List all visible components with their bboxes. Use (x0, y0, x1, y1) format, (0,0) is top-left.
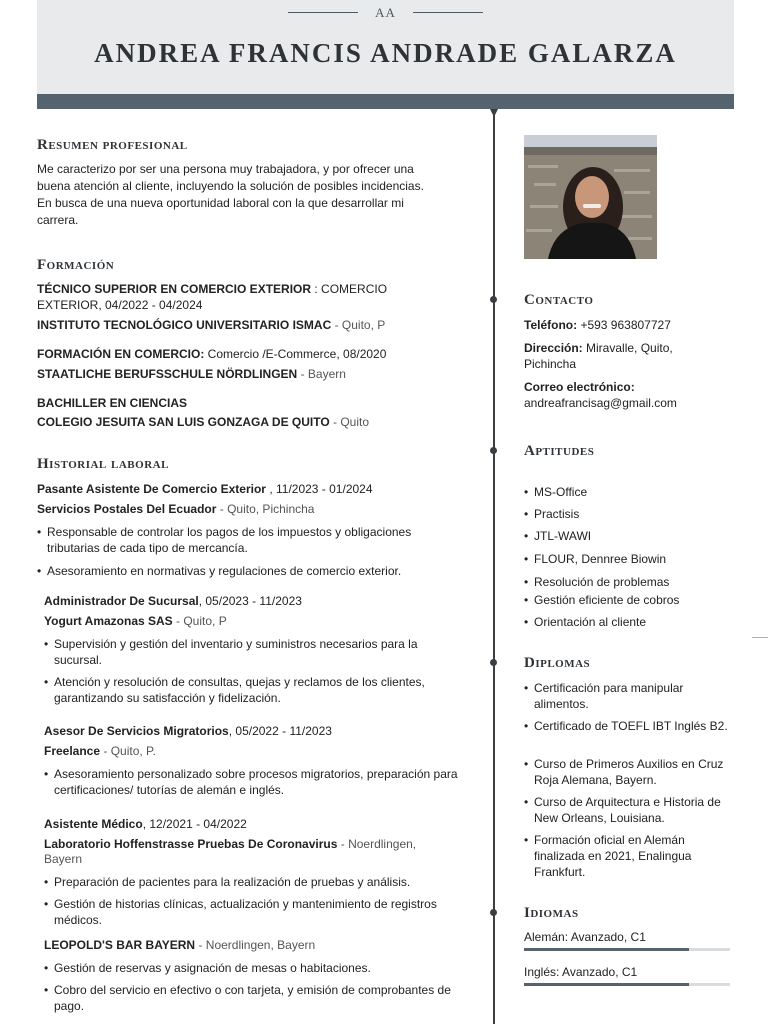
divider-dot (490, 659, 497, 666)
contact-phone-label: Teléfono: (524, 318, 578, 332)
company-name: Laboratorio Hoffenstrasse Pruebas De Coronavirus (44, 837, 338, 851)
contact-phone-value: +593 963807727 (577, 318, 671, 332)
school-location: - Quito (329, 415, 370, 429)
candidate-name: ANDREA FRANCIS ANDRADE GALARZA (94, 38, 677, 68)
company-name: Yogurt Amazonas SAS (44, 614, 173, 628)
company-name: Servicios Postales Del Ecuador (37, 502, 217, 516)
skill-item: • Resolución de problemas (524, 574, 669, 590)
language-level: Avanzado, C1 (568, 930, 646, 944)
language-name: Inglés: (524, 965, 560, 979)
summary-line: En busca de una nueva oportunidad laboral con la que desarrollar mi (37, 196, 404, 210)
diploma-item: • Certificación para manipular alimentos. (524, 680, 714, 712)
header-rule-right (413, 12, 483, 13)
company-location: - Noerdlingen, (337, 837, 417, 851)
skill-item: • Gestión eficiente de cobros (524, 592, 679, 608)
job-dates: , 11/2023 - 01/2024 (265, 482, 373, 496)
diploma-item: • Formación oficial en Alemán finalizada en 2021, Enalingua Frankfurt. (524, 832, 714, 880)
header-accent-bar (37, 94, 734, 109)
job-bullet: • Gestión de reservas y asignación de mesas o habitaciones. (44, 960, 454, 976)
job-dates: , 12/2021 - 04/2022 (142, 817, 247, 831)
profile-photo-image (524, 135, 657, 259)
job-title (44, 723, 332, 740)
education-entry (37, 281, 387, 298)
education-degree: FORMACIÓN EN COMERCIO: (37, 347, 205, 361)
divider-dot (490, 447, 497, 454)
job-company (44, 743, 156, 760)
job-title (44, 816, 247, 833)
job-role: Administrador De Sucursal (44, 594, 199, 608)
section-title-formacion: Formación (37, 257, 115, 273)
contact-address-value: Miravalle, Quito, (582, 341, 673, 355)
summary-line: buena atención al cliente, incluyendo la solución de posibles incidencias. (37, 179, 424, 193)
job-title (37, 481, 373, 498)
skill-item: • MS-Office (524, 484, 587, 500)
education-school (37, 414, 369, 431)
school-name: INSTITUTO TECNOLÓGICO UNIVERSITARIO ISMAC (37, 318, 332, 332)
contact-email[interactable]: andreafrancisag@gmail.com (524, 396, 677, 410)
job-dates: , 05/2023 - 11/2023 (198, 594, 302, 608)
education-school (37, 366, 346, 383)
education-detail: EXTERIOR, 04/2022 - 04/2024 (37, 298, 203, 312)
language-level-bar (524, 948, 730, 951)
contact-address-label: Dirección: (524, 341, 583, 355)
section-title-idiomas: Idiomas (524, 905, 579, 921)
divider-arrow (490, 109, 498, 117)
language-level-fill (524, 948, 689, 951)
education-degree: BACHILLER EN CIENCIAS (37, 396, 188, 410)
contact-address-line2: Pichincha (524, 357, 577, 371)
diploma-item: • Curso de Primeros Auxilios en Cruz Roja Alemana, Bayern. (524, 756, 724, 788)
company-location: - Quito, Pichincha (216, 502, 315, 516)
school-location: - Quito, P (331, 318, 386, 332)
school-name: STAATLICHE BERUFSSCHULE NÖRDLINGEN (37, 367, 298, 381)
contact-phone (524, 317, 671, 334)
job-role: Asistente Médico (44, 817, 143, 831)
contact-address (524, 340, 673, 357)
job-company (37, 501, 314, 518)
language-name: Alemán: (524, 930, 569, 944)
job-role: Pasante Asistente De Comercio Exterior (37, 482, 266, 496)
column-divider (493, 109, 495, 1024)
job-company (44, 613, 227, 630)
company-name: Freelance (44, 744, 101, 758)
school-name: COLEGIO JESUITA SAN LUIS GONZAGA DE QUITO (37, 415, 330, 429)
summary-line: carrera. (37, 213, 79, 227)
company-location: - Noerdlingen, Bayern (195, 938, 316, 952)
job-company (44, 836, 416, 853)
language-ingles (524, 964, 637, 981)
language-level-bar (524, 983, 730, 986)
summary-line: Me caracterizo por ser una persona muy trabajadora, y por ofrecer una (37, 162, 414, 176)
resume-header (37, 0, 734, 94)
job-bullet: • Atención y resolución de consultas, quejas y reclamos de los clientes, garantizando su satisfacción y fidelización. (44, 674, 454, 706)
job-bullet: • Asesoramiento en normativas y regulaciones de comercio exterior. (37, 563, 457, 579)
profile-photo (524, 135, 657, 259)
section-title-aptitudes: Aptitudes (524, 443, 595, 459)
job-bullet: • Responsable de controlar los pagos de los impuestos y obligaciones tributarias de cada tipo de mercancía. (37, 524, 447, 556)
language-level: Avanzado, C1 (559, 965, 638, 979)
job-bullet: • Gestión de historias clínicas, actualización y mantenimiento de registros médicos. (44, 896, 479, 928)
section-title-diplomas: Diplomas (524, 655, 591, 671)
diploma-item: • Certificado de TOEFL IBT Inglés B2. (524, 718, 729, 734)
section-title-contacto: Contacto (524, 292, 594, 308)
diploma-item: • Curso de Arquitectura e Historia de New Orleans, Louisiana. (524, 794, 734, 826)
company-location: - Quito, P. (100, 744, 156, 758)
monogram: AA (375, 5, 396, 20)
job-bullet: • Asesoramiento personalizado sobre procesos migratorios, preparación para certificaciones/ tutorías de alemán e inglés. (44, 766, 469, 798)
language-level-fill (524, 983, 689, 986)
divider-dot (490, 296, 497, 303)
section-title-resumen: Resumen profesional (37, 137, 188, 153)
education-entry (37, 346, 386, 363)
contact-email-label: Correo electrónico: (524, 380, 635, 394)
education-degree: TÉCNICO SUPERIOR EN COMERCIO EXTERIOR (37, 282, 312, 296)
job-dates: , 05/2022 - 11/2023 (228, 724, 332, 738)
job-bullet: • Supervisión y gestión del inventario y suministros necesarios para la sucursal. (44, 636, 454, 668)
skill-item: • Orientación al cliente (524, 614, 646, 630)
skill-item: • JTL-WAWI (524, 528, 591, 544)
job-title (44, 593, 302, 610)
language-aleman (524, 929, 646, 946)
school-location: - Bayern (297, 367, 346, 381)
skill-item: • Practisis (524, 506, 579, 522)
education-detail: Comercio /E-Commerce, 08/2020 (204, 347, 387, 361)
education-school (37, 317, 385, 334)
divider-dot (490, 909, 497, 916)
job-role: Asesor De Servicios Migratorios (44, 724, 229, 738)
job-company (44, 937, 315, 954)
job-bullet: • Cobro del servicio en efectivo o con tarjeta, y emisión de comprobantes de pago. (44, 982, 479, 1014)
company-location: - Quito, P (172, 614, 227, 628)
education-detail: : COMERCIO (311, 282, 388, 296)
skill-item: • FLOUR, Dennree Biowin (524, 551, 666, 567)
section-title-historial: Historial laboral (37, 456, 169, 472)
job-bullet: • Preparación de pacientes para la realización de pruebas y análisis. (44, 874, 454, 890)
company-name: LEOPOLD'S BAR BAYERN (44, 938, 196, 952)
company-location: Bayern (44, 852, 83, 866)
edge-mark (752, 637, 768, 638)
